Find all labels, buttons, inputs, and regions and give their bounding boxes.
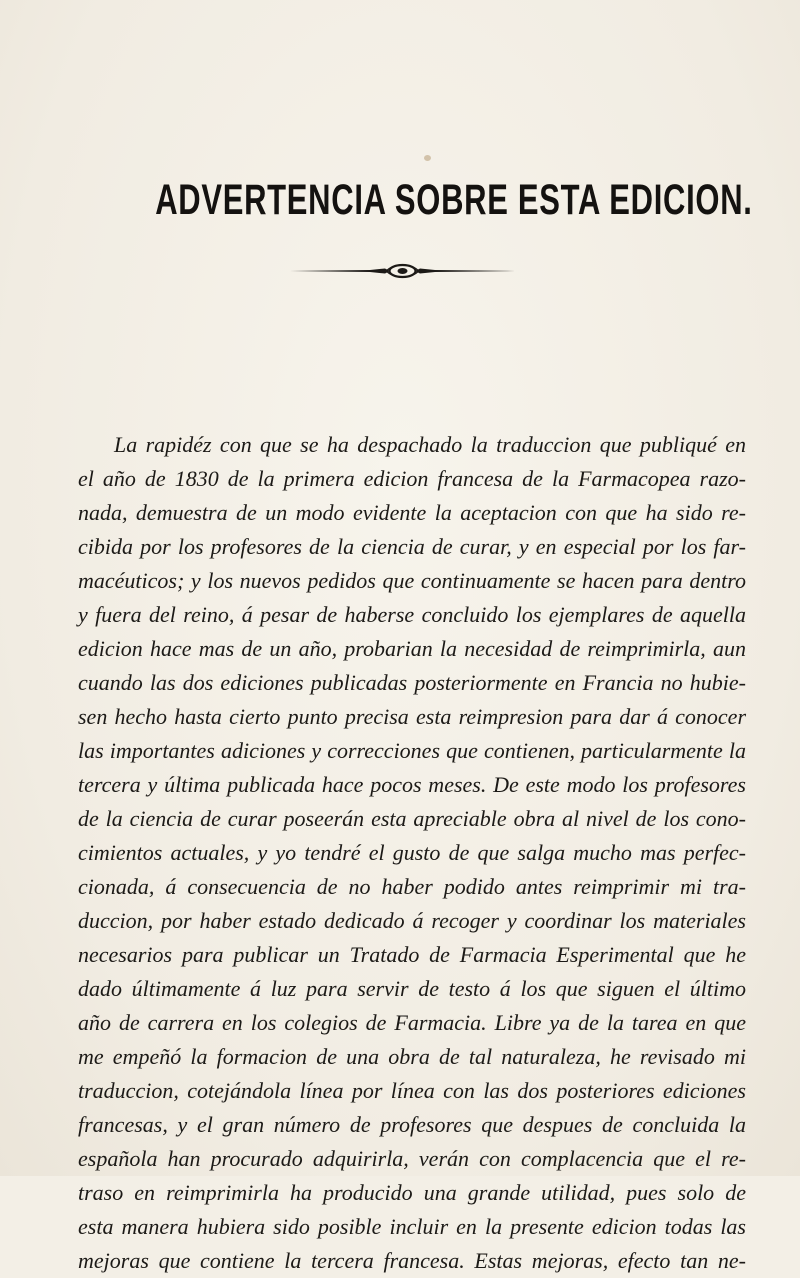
- text-line: traduccion, cotejándola línea por línea con las dos posteriores ediciones: [78, 1078, 746, 1103]
- text-line: el año de 1830 de la primera edicion francesa de la Farmacopea razo-: [78, 466, 746, 491]
- text-line: La rapidéz con que se ha despachado la traduccion que publiqué en: [114, 432, 746, 457]
- text-line: cibida por los profesores de la ciencia de curar, y en especial por los far-: [78, 534, 746, 559]
- body-paragraph: [78, 428, 746, 1278]
- text-line: tercera y última publicada hace pocos meses. De este modo los profesores: [78, 772, 746, 797]
- ink-speck: [424, 155, 431, 161]
- text-line: cionada, á consecuencia de no haber podido antes reimprimir mi tra-: [78, 874, 746, 899]
- text-line: año de carrera en los colegios de Farmacia. Libre ya de la tarea en que: [78, 1010, 746, 1035]
- ornament-divider-icon: [290, 263, 515, 279]
- text-line: esta manera hubiera sido posible incluir en la presente edicion todas las: [78, 1214, 746, 1239]
- text-line: dado últimamente á luz para servir de testo á los que siguen el último: [78, 976, 746, 1001]
- text-line: francesas, y el gran número de profesores que despues de concluida la: [78, 1112, 746, 1137]
- text-line: necesarios para publicar un Tratado de Farmacia Esperimental que he: [78, 942, 746, 967]
- text-line: mejoras que contiene la tercera francesa. Estas mejoras, efecto tan ne-: [78, 1248, 746, 1273]
- text-line: de la ciencia de curar poseerán esta apreciable obra al nivel de los cono-: [78, 806, 746, 831]
- text-line: edicion hace mas de un año, probarian la necesidad de reimprimirla, aun: [78, 636, 746, 661]
- text-line: cuando las dos ediciones publicadas posteriormente en Francia no hubie-: [78, 670, 746, 695]
- text-line: sen hecho hasta cierto punto precisa esta reimpresion para dar á conocer: [78, 704, 746, 729]
- text-line: nada, demuestra de un modo evidente la aceptacion con que ha sido re-: [78, 500, 746, 525]
- page-title: ADVERTENCIA SOBRE ESTA EDICION.: [155, 176, 753, 224]
- text-line: cimientos actuales, y yo tendré el gusto de que salga mucho mas perfec-: [78, 840, 746, 865]
- text-line: me empeñó la formacion de una obra de tal naturaleza, he revisado mi: [78, 1044, 746, 1069]
- text-line: traso en reimprimirla ha producido una grande utilidad, pues solo de: [78, 1180, 746, 1205]
- text-line: duccion, por haber estado dedicado á recoger y coordinar los materiales: [78, 908, 746, 933]
- text-line: macéuticos; y los nuevos pedidos que continuamente se hacen para dentro: [78, 568, 746, 593]
- text-line: las importantes adiciones y correcciones que contienen, particularmente la: [78, 738, 746, 763]
- text-line: española han procurado adquirirla, verán con complacencia que el re-: [78, 1146, 746, 1171]
- text-line: y fuera del reino, á pesar de haberse concluido los ejemplares de aquella: [78, 602, 746, 627]
